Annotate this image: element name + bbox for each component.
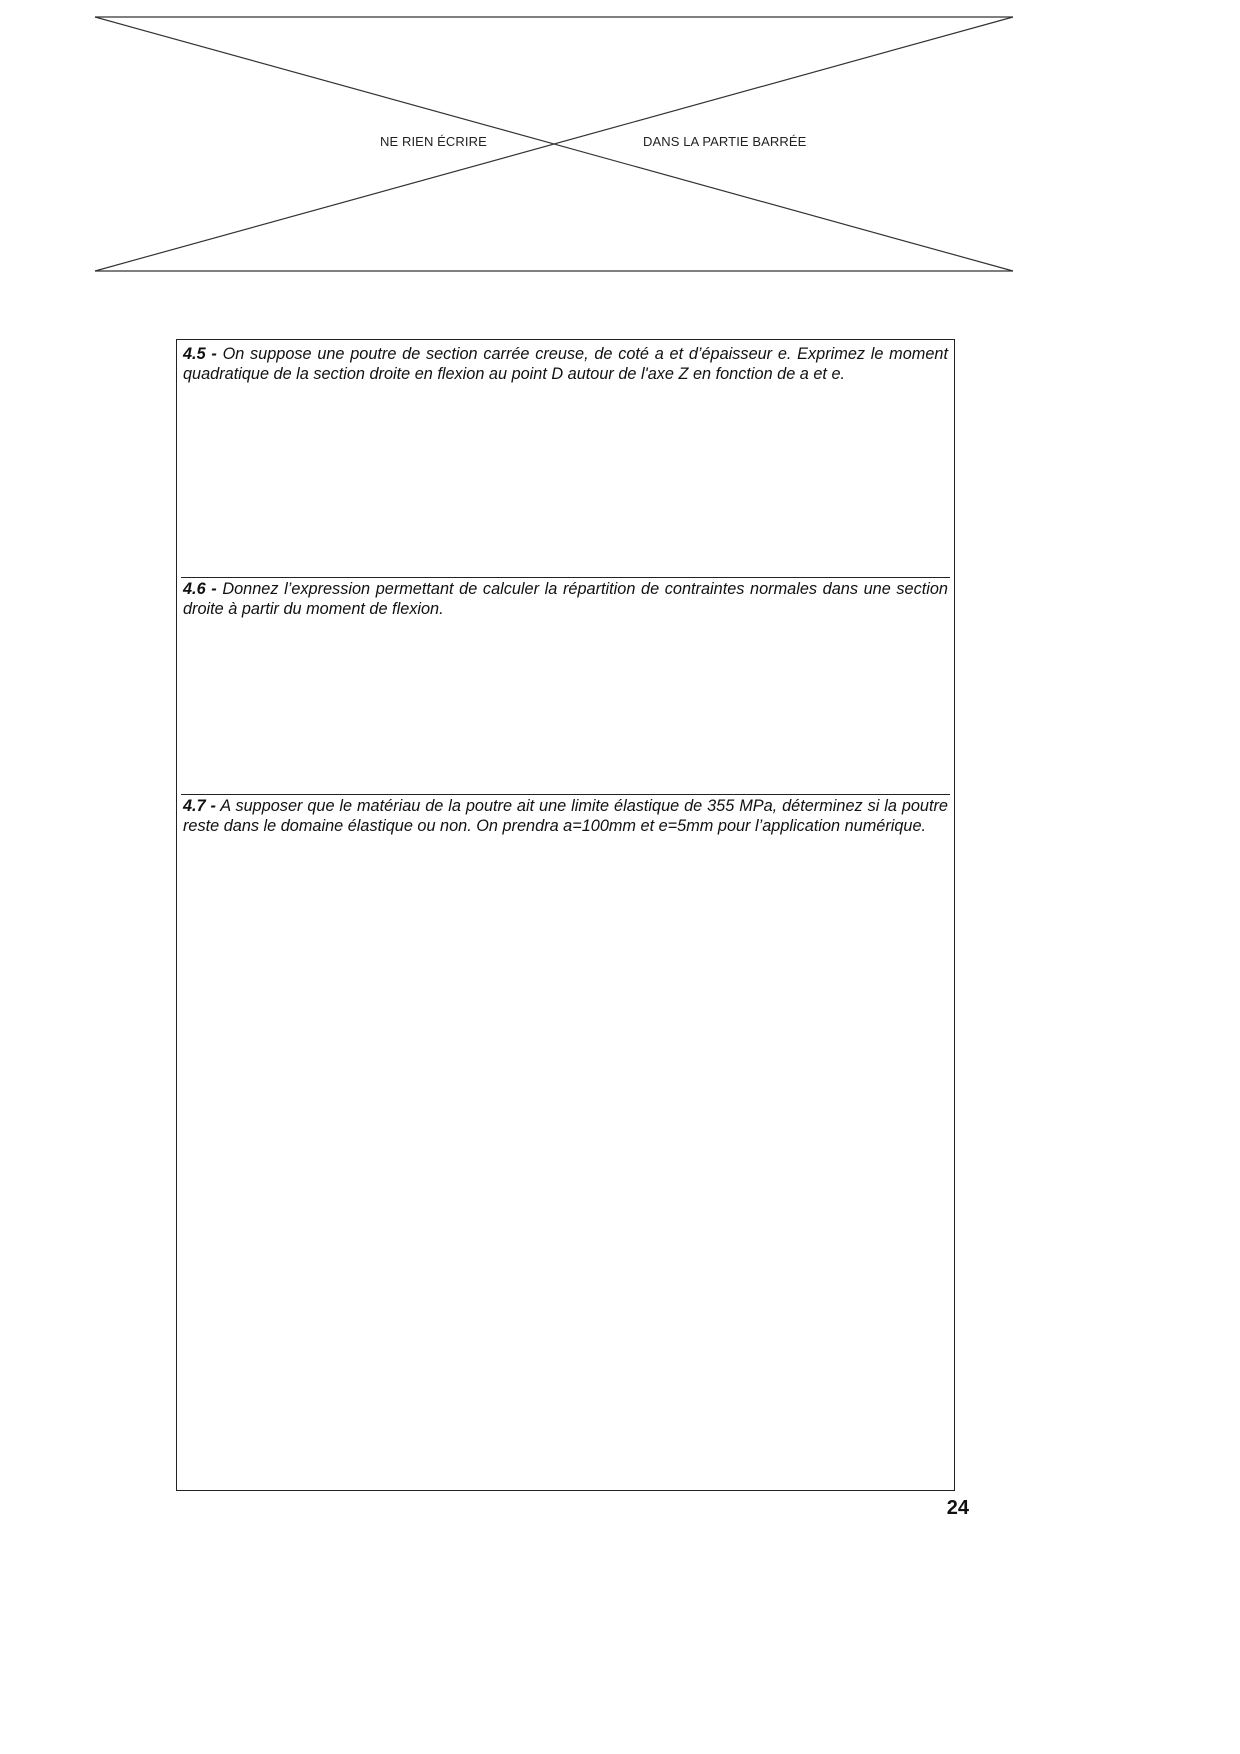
barred-zone-cross bbox=[0, 0, 1100, 280]
barred-zone-right-label: DANS LA PARTIE BARRÉE bbox=[643, 134, 807, 149]
question-text bbox=[181, 578, 950, 619]
question-number: 4.7 - bbox=[183, 797, 216, 815]
barred-zone-left-label: NE RIEN ÉCRIRE bbox=[380, 134, 487, 149]
question-number: 4.5 - bbox=[183, 345, 217, 363]
question-text bbox=[181, 795, 950, 836]
question-4-6 bbox=[181, 577, 950, 795]
question-4-7 bbox=[181, 794, 950, 1486]
question-statement: On suppose une poutre de section carrée creuse, de coté a et d’épaisseur e. Exprimez le moment quadratique de la section droite en flexion au point D autour de l'axe Z en fonction de a et e. bbox=[183, 345, 948, 383]
answer-box bbox=[176, 339, 955, 1491]
barred-zone bbox=[0, 0, 1100, 280]
question-statement: A supposer que le matériau de la poutre ait une limite élastique de 355 MPa, déterminez si la poutre reste dans le domaine élastique ou non. On prendra a=100mm et e=5mm pour l’application numérique. bbox=[183, 797, 948, 835]
question-statement: Donnez l’expression permettant de calculer la répartition de contraintes normales dans une section droite à partir du moment de flexion. bbox=[183, 580, 948, 618]
page-number: 24 bbox=[946, 1497, 969, 1519]
question-number: 4.6 - bbox=[183, 580, 217, 598]
question-text bbox=[181, 343, 950, 384]
question-4-5 bbox=[181, 343, 950, 577]
